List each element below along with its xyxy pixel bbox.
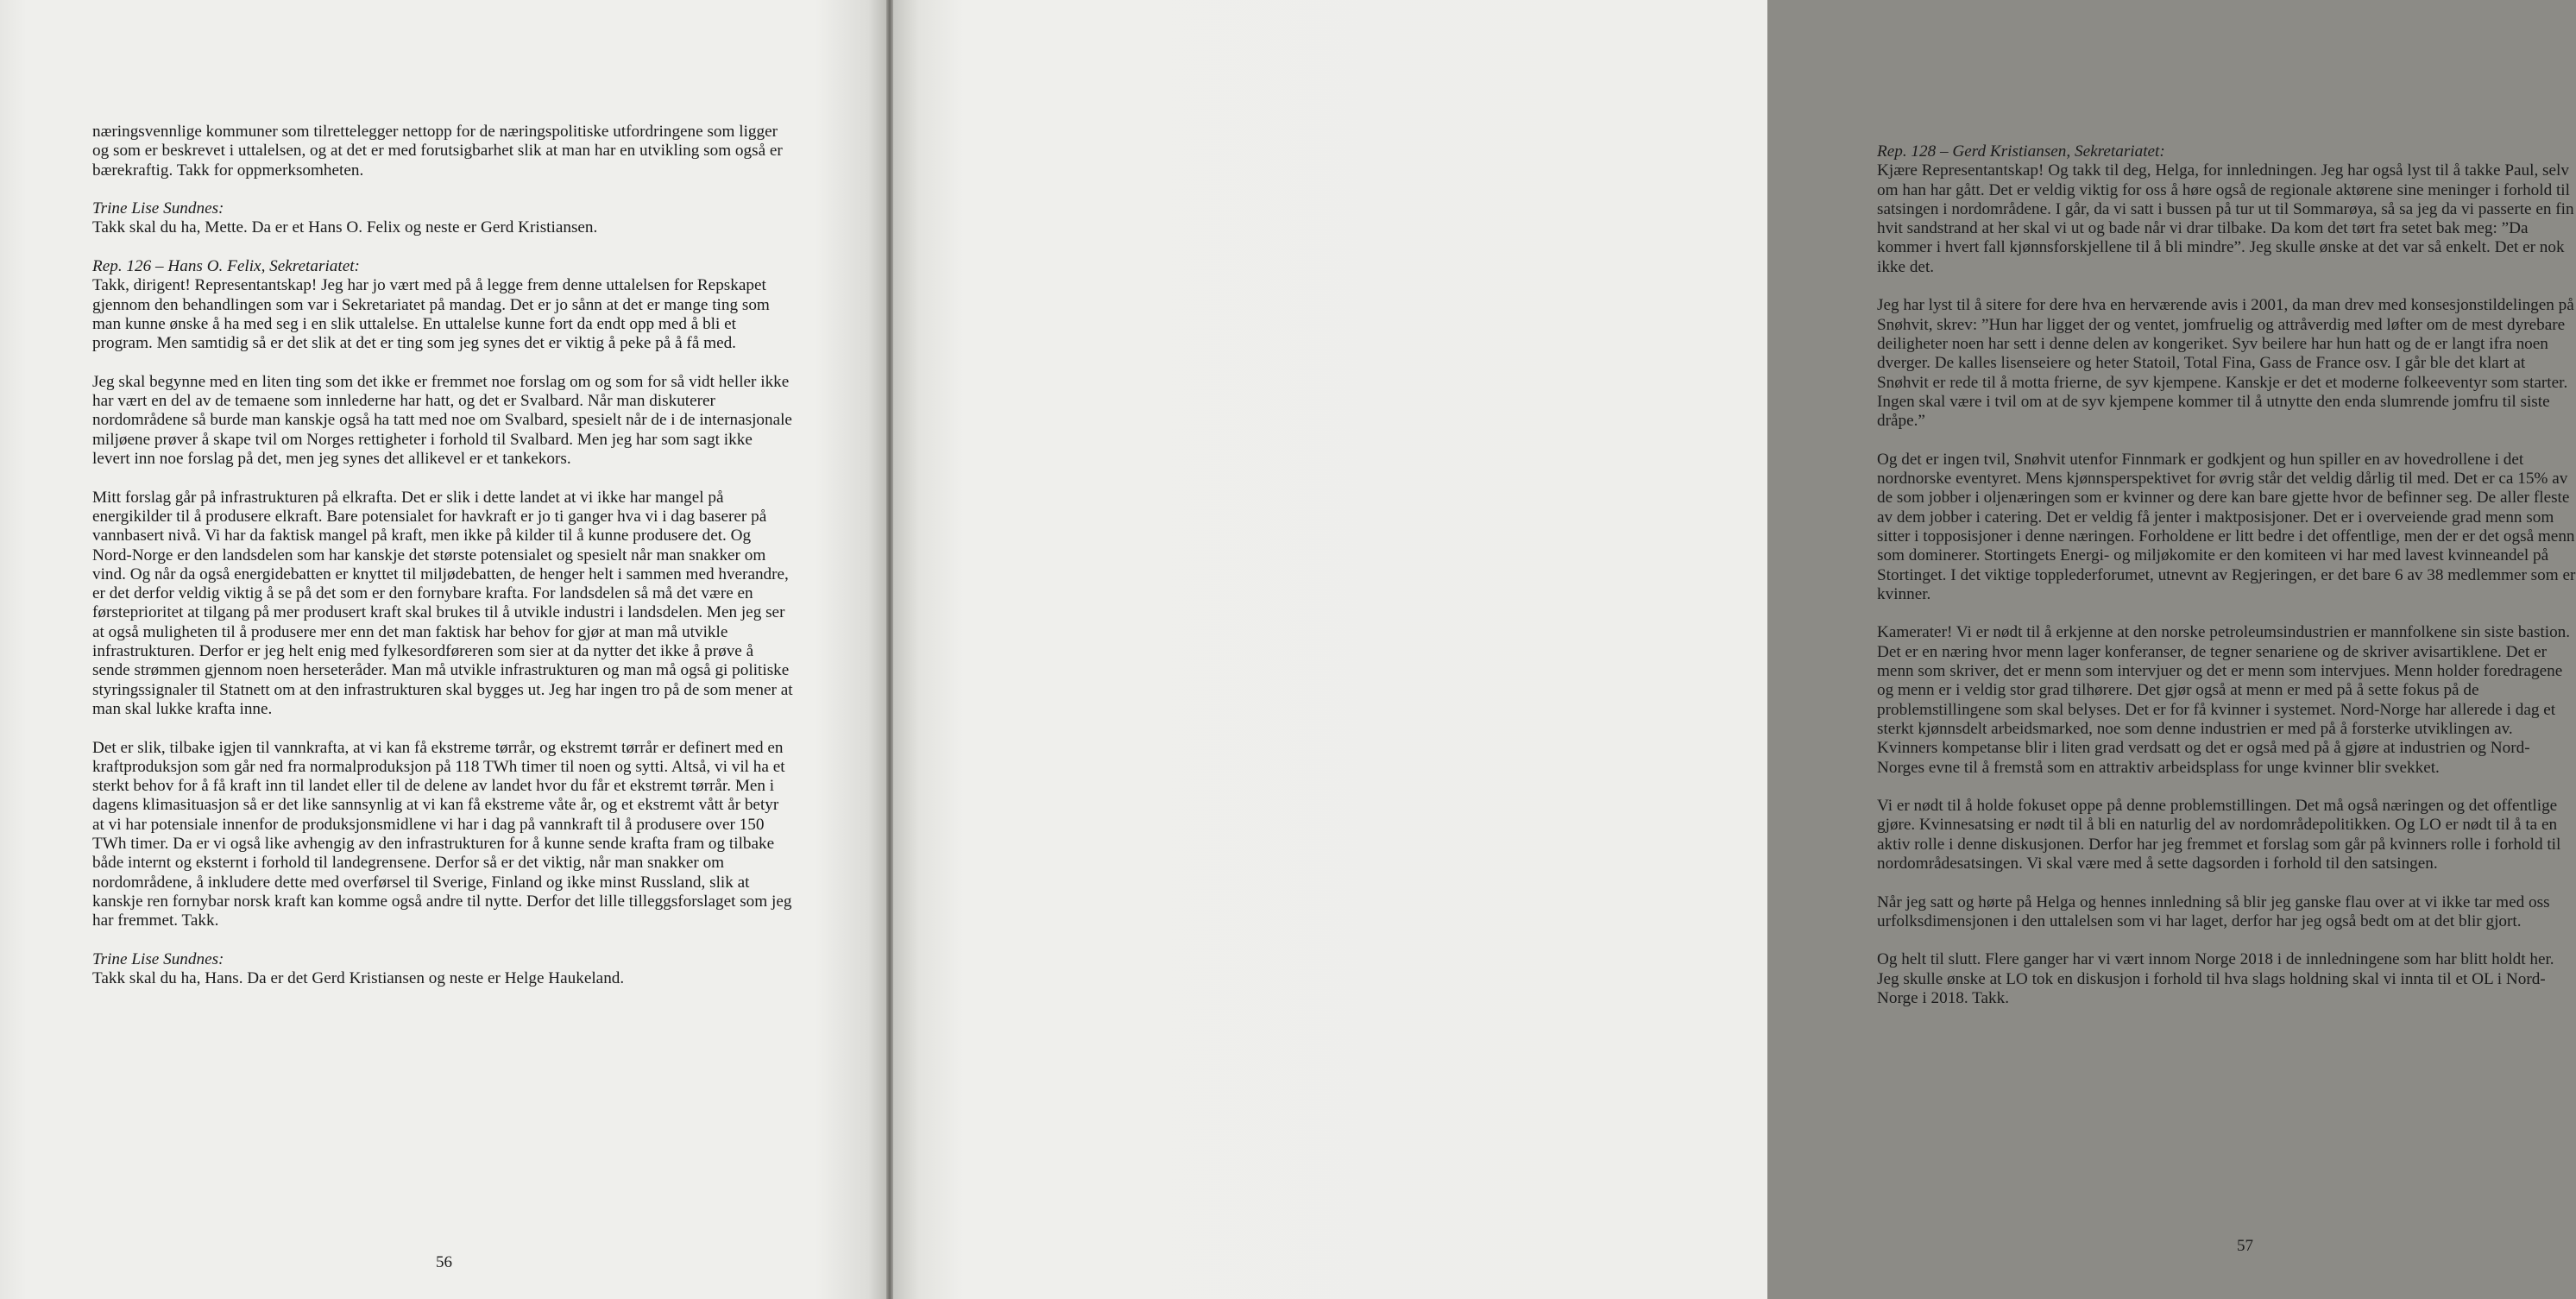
paragraph-text: Takk skal du ha, Mette. Da er et Hans O. Felix og neste er Gerd Kristiansen. — [92, 218, 598, 237]
right-page-text — [1877, 142, 2576, 1028]
paragraph-text: Jeg skal begynne med en liten ting som det ikke er fremmet noe forslag om og som for så vidt heller ikke har vært en del av de temaene som innlederne har hatt, og det er Svalbard. Når man diskuterer nordområdene så burde man kanskje også ha tatt med noe om Svalbard, spesielt når de i de internasjonale miljøene prøver å skape tvil om Norges rettigheter i forhold til Svalbard. Men jeg har som sagt ikke levert inn noe forslag på det, men jeg synes det allikevel er et tankekors. — [92, 372, 792, 469]
paragraph — [92, 489, 794, 720]
paragraph — [1877, 623, 2576, 777]
speaker-label: Rep. 128 – Gerd Kristiansen, Sekretariatet: — [1877, 142, 2165, 161]
paragraph — [92, 373, 794, 469]
paragraph-text: Kjære Representantskap! Og takk til deg, Helga, for innledningen. Jeg har også lyst til å takke Paul, selv om han har gått. Det er veldig viktig for oss å høre også de regionale aktørene sine meninger i forhold til satsingen i nordområdene. I går, da vi satt i bussen på tur ut til Sommarøya, så sa jeg da vi passerte en fin hvit sandstrand at her skal vi ut og bade når vi drar tilbake. Da kom det tørt fra setet bak meg: ”Da kommer i hvert fall kjønnsforskjellene til å bli mindre”. Jeg skulle ønske at det var så enkelt. Det er nok ikke det. — [1877, 161, 2574, 276]
speaker-label: Trine Lise Sundnes: — [92, 199, 224, 218]
speaker-turn — [92, 199, 794, 238]
book-gutter — [886, 0, 893, 1299]
page-number: 56 — [436, 1253, 452, 1271]
paragraph-text: Det er slik, tilbake igjen til vannkrafta, at vi kan få ekstreme tørrår, og ekstremt tørrår er definert med en kraftproduksjon som går ned fra normalproduksjon på 118 TWh timer til noen og sytti. Altså, vi vil ha et sterkt behov for å få kraft inn til landet eller til de delene av landet hvor du får et ekstremt tørrår. Men i dagens klimasituasjon så er det like sannsynlig at vi kan få ekstreme våte år, og et ekstremt vått år betyr at vi har potensiale innenfor de produksjonsmidlene vi har i dag på vannkraft til å produsere over 150 TWh timer. Da er vi også like avhengig av den infrastrukturen for å kunne sende krafta fram og tilbake både internt og eksternt i forhold til landegrensene. Derfor så er det viktig, når man snakker om nordområdene, å inkludere dette med overførsel til Sverige, Finland og ikke minst Russland, slik at kanskje ren fornybar norsk kraft kan komme også andre til nytte. Derfor det lille tilleggsforslaget som jeg har fremmet. Takk. — [92, 738, 792, 930]
left-page — [0, 0, 886, 1299]
left-page-text — [92, 123, 794, 1008]
speaker-turn — [1877, 142, 2576, 277]
speaker-turn — [92, 257, 794, 353]
paragraph — [1877, 451, 2576, 604]
speaker-label: Rep. 126 – Hans O. Felix, Sekretariatet: — [92, 257, 360, 276]
paragraph — [92, 123, 794, 180]
right-page — [893, 0, 2576, 1299]
paragraph-text: Og det er ingen tvil, Snøhvit utenfor Finnmark er godkjent og hun spiller en av hovedrollene i det nordnorske eventyret. Mens kjønnsperspektivet for øvrig står det veldig dårlig til med. Det er ca 15% av de som jobber i oljenæringen som er kvinner og dere kan bare gjette hvor de befinner seg. De aller fleste av dem jobber i catering. Det er veldig få jenter i maktposisjoner. Det er i overveiende grad menn som sitter i topposisjoner i denne næringen. Forholdene er litt bedre i det offentlige, men der er det også menn som dominerer. Stortingets Energi- og miljøkomite er den komiteen vi har med lavest kvinneandel på Stortinget. I det viktige topplederforumet, utnevnt av Regjeringen, er det bare 6 av 38 medlemmer som er kvinner. — [1877, 450, 2576, 603]
paragraph-text: Kamerater! Vi er nødt til å erkjenne at den norske petroleumsindustrien er mannfolkene sin siste bastion. Det er en næring hvor menn lager konferanser, de tegner senariene og de skriver avisartiklene. Det er menn som skriver, det er menn som intervjuer og det er menn som intervjues. Menn holder foredragene og menn er i veldig stor grad tilhørere. Det gjør også at menn er med på å sette fokus på de problemstillingene som skal belyses. Det er for få kvinner i systemet. Nord-Norge har allerede i dag et sterkt kjønnsdelt arbeidsmarked, noe som denne industrien er med på å forsterke utviklingen av. Kvinners kompetanse blir i liten grad verdsatt og det er også med på å gjøre at industrien og Nord-Norges evne til å fremstå som en attraktiv arbeidsplass for unge kvinner blir svekket. — [1877, 623, 2571, 777]
paragraph-text: Og helt til slutt. Flere ganger har vi vært innom Norge 2018 i de innledningene som har blitt holdt her. Jeg skulle ønske at LO tok en diskusjon i forhold til hva slags holdning skal vi innta til et OL i Nord-Norge i 2018. Takk. — [1877, 950, 2554, 1008]
page-number: 57 — [2237, 1237, 2253, 1255]
paragraph — [1877, 797, 2576, 873]
paragraph — [1877, 950, 2576, 1008]
paragraph-text: Vi er nødt til å holde fokuset oppe på denne problemstillingen. Det må også næringen og det offentlige gjøre. Kvinnesatsing er nødt til å bli en naturlig del av nordområdepolitikken. Og LO er nødt til å ta en aktiv rolle i denne diskusjonen. Derfor har jeg fremmet et forslag som går på kvinners rolle i forhold til nordområdesatsingen. Vi skal være med å sette dagsorden i forhold til den satsingen. — [1877, 797, 2561, 873]
paragraph — [92, 739, 794, 931]
paragraph-text: Mitt forslag går på infrastrukturen på elkrafta. Det er slik i dette landet at vi ikke har mangel på energikilder til å produsere elkraft. Bare potensialet for havkraft er jo ti ganger hva vi i dag baserer på vannbasert nivå. Vi har da faktisk mangel på kraft, men ikke på kilder til å kunne produsere det. Og Nord-Norge er den landsdelen som har kanskje det største potensialet og spesielt når man snakker om vind. Og når da også energidebatten er knyttet til miljødebatten, de henger helt i sammen med hverandre, er det derfor veldig viktig å se på det som er den fornybare krafta. For landsdelen så må det være en førsteprioritet at tilgang på mer produsert kraft skal brukes til å utvikle industri i landsdelen. Men jeg ser at også muligheten til å produsere mer enn det man faktisk har behov for gjør at man må utvikle infrastrukturen. Derfor er jeg helt enig med fylkesordføreren som sier at da nytter det ikke å prøve å sende strømmen gjennom noen herseteråder. Man må utvikle infrastrukturen og man må også gi politiske styringssignaler til Statnett om at den infrastrukturen skal bygges ut. Jeg har ingen tro på de som mener at man skal lukke krafta inne. — [92, 488, 793, 718]
paragraph-text: Når jeg satt og hørte på Helga og hennes innledning så blir jeg ganske flau over at vi ikke tar med oss urfolksdimensjonen i den uttalelsen som vi har laget, derfor har jeg også bedt om at det blir gjort. — [1877, 892, 2550, 930]
paragraph — [1877, 893, 2576, 932]
speaker-label: Trine Lise Sundnes: — [92, 949, 224, 968]
paragraph — [1877, 296, 2576, 431]
speaker-turn — [92, 950, 794, 989]
paragraph-text: Takk, dirigent! Representantskap! Jeg har jo vært med på å legge frem denne uttalelsen for Repskapet gjennom den behandlingen som var i Sekretariatet på mandag. Det er jo sånn at det er mange ting som man kunne ønske å ha med seg i en slik uttalelse. En uttalelse kunne fort da endt opp med å bli et program. Men samtidig så er det slik at det er ting som jeg synes det er viktig å peke på å få med. — [92, 276, 770, 353]
paragraph-text: næringsvennlige kommuner som tilrettelegger nettopp for de næringspolitiske utfordringene som ligger og som er beskrevet i uttalelsen, og at det er med forutsigbarhet slik at man har en utvikling som også er bærekraftig. Takk for oppmerksomheten. — [92, 123, 783, 180]
paragraph-text: Jeg har lyst til å sitere for dere hva en herværende avis i 2001, da man drev med konsesjonstildelingen på Snøhvit, skrev: ”Hun har ligget der og ventet, jomfruelig og attråverdig med løfter om de mest dyrebare deiligheter noen har sett i denne delen av kongeriket. Syv beilere har hun hatt og de er langt ifra noen dverger. De kalles lisenseiere og heter Statoil, Total Fina, Gass de France osv. I går ble det klart at Snøhvit er rede til å motta frierne, de syv kjempene. Kanskje er det et moderne folkeeventyr som starter. Ingen skal være i tvil om at de syv kjempene kommer til å utnytte den enda slumrende jomfru til siste dråpe.” — [1877, 296, 2574, 431]
paragraph-text: Takk skal du ha, Hans. Da er det Gerd Kristiansen og neste er Helge Haukeland. — [92, 969, 625, 988]
